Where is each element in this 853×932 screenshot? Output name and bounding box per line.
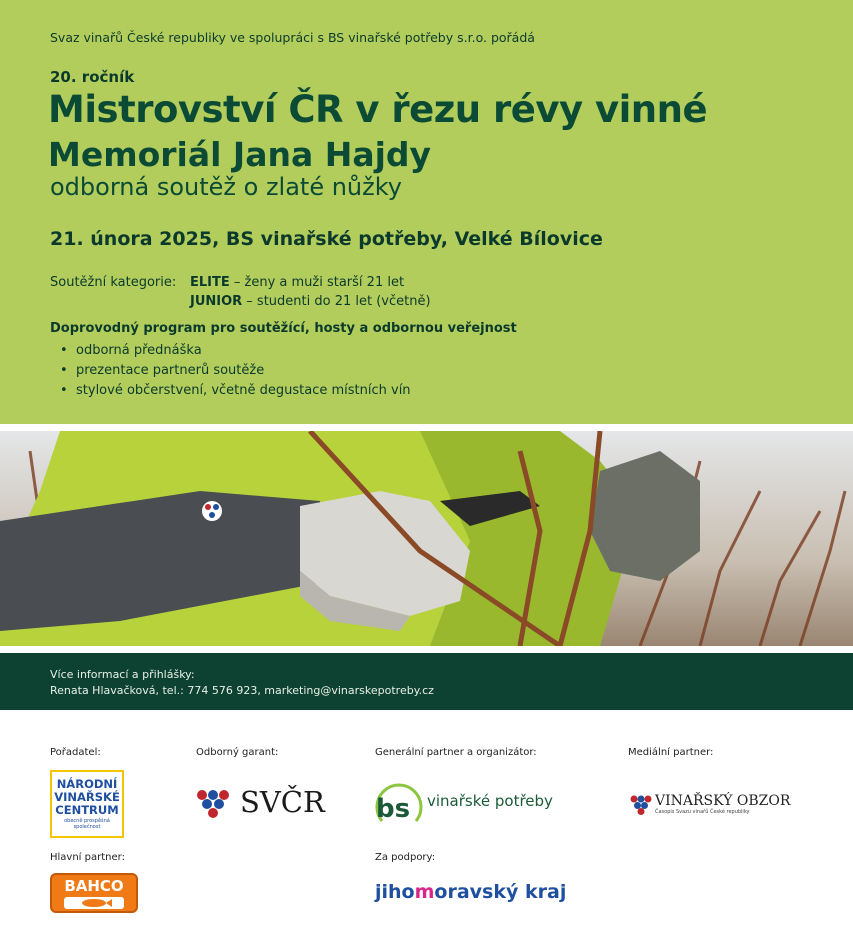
media-partner-label: Mediální partner: [628, 747, 714, 758]
category-elite [190, 275, 404, 290]
memorial-title: Memoriál Jana Hajdy [48, 135, 432, 174]
nvc-line: NÁRODNÍ [56, 777, 118, 791]
jmk-part: oravský kraj [434, 881, 567, 903]
category-name: JUNIOR [190, 294, 243, 309]
bahco-text: BAHCO [64, 877, 124, 895]
contact-heading: Více informací a přihlášky: [50, 668, 195, 681]
contact-bar [0, 653, 853, 710]
main-partner-label: Hlavní partner: [50, 852, 125, 863]
bs-logo-icon [372, 781, 426, 829]
guarantor-label: Odborný garant: [196, 747, 279, 758]
vo-grapes-icon [630, 795, 652, 815]
jmk-accent: m [414, 881, 435, 903]
category-desc: – studenti do 21 let (včetně) [242, 294, 431, 309]
categories-label: Soutěžní kategorie: [50, 275, 177, 290]
nvc-small: obecně prospěšná společnost [64, 818, 110, 830]
pruning-photo [0, 431, 853, 646]
jmk-part: jiho [375, 881, 415, 903]
bs-logo-text: vinařské potřeby [427, 792, 553, 810]
program-list [60, 341, 411, 401]
vo-logo-subtitle: Časopis Svazu vinařů České republiky [655, 809, 750, 815]
organizer-label: Pořadatel: [50, 747, 101, 758]
bahco-logo [50, 873, 138, 913]
header-panel [0, 0, 853, 424]
edition-label: 20. ročník [50, 68, 135, 86]
category-desc: – ženy a muži starší 21 let [229, 275, 405, 290]
date-place: 21. února 2025, BS vinařské potřeby, Velké Bílovice [50, 228, 603, 250]
nvc-line: VINAŘSKÉ [54, 790, 120, 804]
category-junior [190, 294, 431, 309]
list-item: • prezentace partnerů soutěže [60, 361, 411, 381]
nvc-logo [50, 770, 124, 838]
page-title: Mistrovství ČR v řezu révy vinné [48, 88, 708, 131]
vo-logo-text: VINAŘSKÝ OBZOR [655, 793, 791, 809]
subtitle: odborná soutěž o zlaté nůžky [50, 173, 402, 201]
jmk-logo [375, 881, 566, 903]
support-label: Za podpory: [375, 852, 436, 863]
fish-icon [64, 897, 124, 909]
svcr-logo-text: SVČR [240, 785, 325, 819]
list-item: • stylové občerstvení, včetně degustace místních vín [60, 381, 411, 401]
nvc-line: CENTRUM [55, 803, 119, 817]
category-name: ELITE [190, 275, 230, 290]
organizer-line: Svaz vinařů České republiky ve spolupráci s BS vinařské potřeby s.r.o. pořádá [50, 30, 535, 45]
grapes-icon [196, 788, 230, 818]
list-item: • odborná přednáška [60, 341, 411, 361]
contact-details[interactable]: Renata Hlavačková, tel.: 774 576 923, marketing@vinarskepotreby.cz [50, 684, 434, 697]
bs-mark: bs [376, 794, 411, 824]
program-heading: Doprovodný program pro soutěžící, hosty a odbornou veřejnost [50, 321, 517, 336]
general-partner-label: Generální partner a organizátor: [375, 747, 537, 758]
